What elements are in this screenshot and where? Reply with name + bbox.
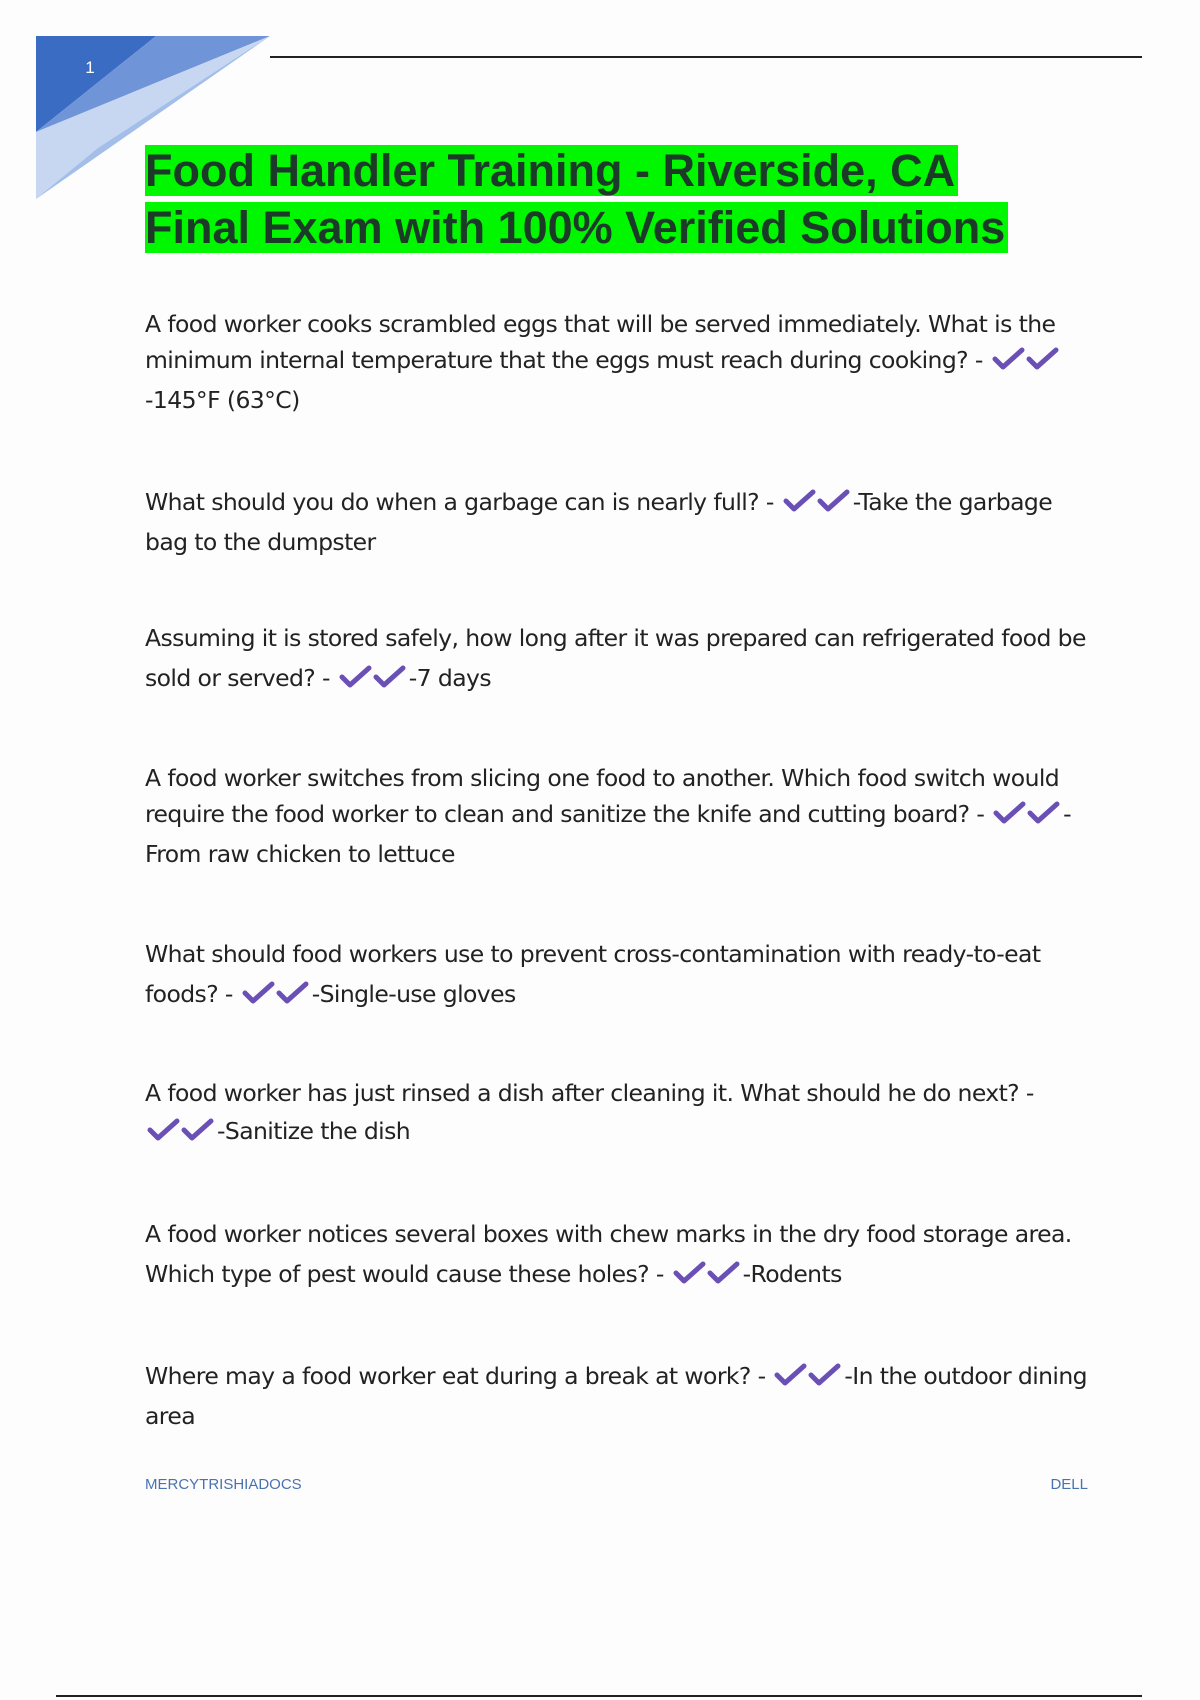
answer-text: -145°F (63°C) [145, 386, 300, 414]
check-icon [339, 664, 373, 690]
question-text: A food worker notices several boxes with chew marks in the dry food storage area. Which type of pest would cause these holes? - [145, 1220, 1072, 1288]
double-check-icon [774, 1362, 842, 1398]
page-number: 1 [85, 58, 95, 77]
footer-right-label: DELL [1050, 1476, 1088, 1493]
check-icon [276, 980, 310, 1006]
answer-text: -From raw chicken to lettuce [145, 800, 1072, 868]
check-icon [992, 346, 1026, 372]
footer-left-label: MERCYTRISHIADOCS [145, 1476, 302, 1493]
question-text: A food worker has just rinsed a dish after cleaning it. What should he do next? - [145, 1079, 1034, 1107]
qa-item-2 [145, 484, 1090, 560]
double-check-icon [673, 1258, 741, 1298]
double-check-icon [242, 978, 310, 1018]
qa-item-3 [145, 618, 1090, 702]
qa-item-4 [145, 760, 1090, 872]
check-icon [147, 1117, 181, 1143]
double-check-icon [993, 800, 1061, 836]
qa-item-7 [145, 1214, 1090, 1298]
qa-item-6 [145, 1074, 1090, 1154]
question-text: What should food workers use to prevent cross-contamination with ready-to-eat foods? - [145, 940, 1041, 1008]
check-icon [181, 1117, 215, 1143]
question-text: Where may a food worker eat during a break at work? - [145, 1362, 766, 1390]
check-icon [808, 1362, 842, 1388]
check-icon [774, 1362, 808, 1388]
check-icon [783, 488, 817, 514]
footer-rule [56, 1695, 1142, 1697]
check-icon [242, 980, 276, 1006]
check-icon [707, 1260, 741, 1286]
answer-text: -7 days [408, 664, 491, 692]
check-icon [1026, 346, 1060, 372]
qa-item-8 [145, 1358, 1090, 1434]
answer-text: -Sanitize the dish [217, 1117, 411, 1145]
document-title [145, 142, 1008, 256]
question-text: A food worker cooks scrambled eggs that will be served immediately. What is the minimum internal temperature that the eggs must reach during cooking? - [145, 310, 1056, 374]
qa-item-1 [145, 306, 1090, 418]
answer-text: -In the outdoor dining area [145, 1362, 1087, 1430]
answer-text: -Rodents [742, 1260, 842, 1288]
qa-item-5 [145, 934, 1090, 1018]
double-check-icon [992, 346, 1060, 382]
question-text: Assuming it is stored safely, how long after it was prepared can refrigerated food be sold or served? - [145, 624, 1086, 692]
check-icon [1027, 800, 1061, 826]
double-check-icon [147, 1116, 215, 1154]
answer-text: -Take the garbage bag to the dumpster [145, 488, 1053, 556]
double-check-icon [339, 662, 407, 702]
question-text: A food worker switches from slicing one food to another. Which food switch would require the food worker to clean and sanitize the knife and cutting board? - [145, 764, 1060, 828]
header-rule [270, 56, 1142, 58]
title-line-2: Final Exam with 100% Verified Solutions [145, 202, 1008, 253]
question-text: What should you do when a garbage can is nearly full? - [145, 488, 774, 516]
answer-text: -Single-use gloves [311, 980, 516, 1008]
check-icon [373, 664, 407, 690]
check-icon [993, 800, 1027, 826]
check-icon [817, 488, 851, 514]
check-icon [673, 1260, 707, 1286]
double-check-icon [783, 488, 851, 524]
title-line-1: Food Handler Training - Riverside, CA [145, 145, 958, 196]
